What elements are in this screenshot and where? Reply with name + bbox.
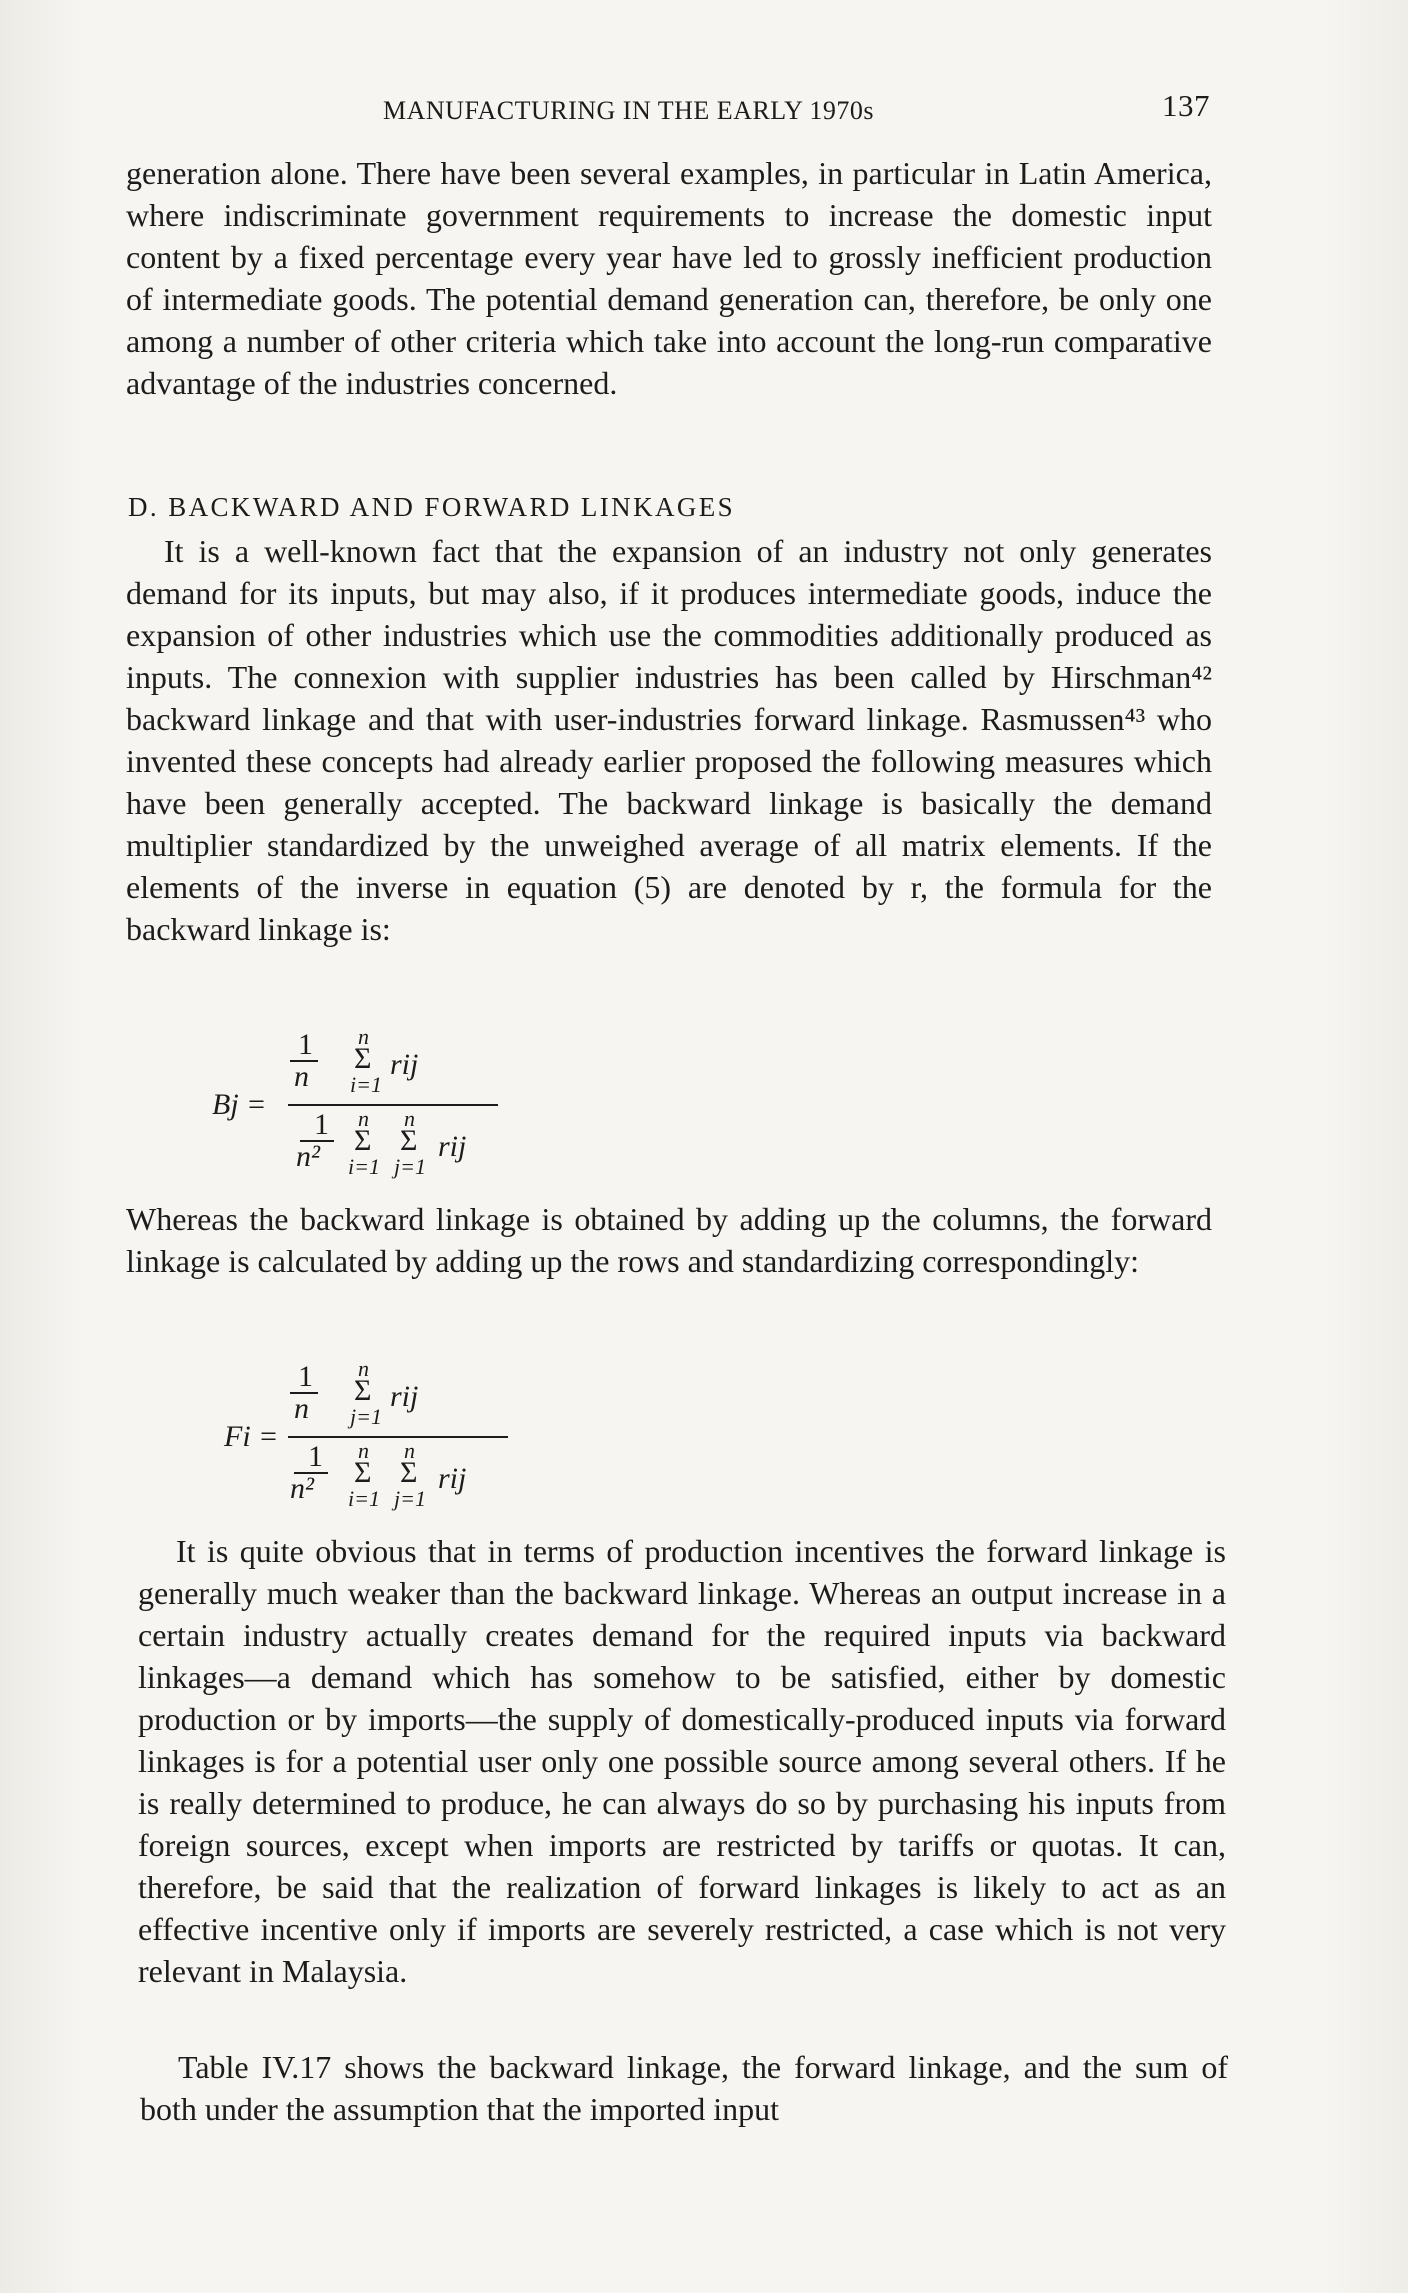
- formula-term: rij: [390, 1380, 419, 1413]
- den-sum-top-1: n: [358, 1438, 369, 1463]
- formula-num-n: n: [294, 1392, 309, 1425]
- den-sum-bottom-2: j=1: [394, 1154, 426, 1179]
- formula-forward-linkage: [220, 1352, 520, 1511]
- sum-bottom: j=1: [350, 1404, 382, 1429]
- fraction-bar: [290, 1392, 318, 1394]
- den-term: rij: [438, 1462, 467, 1495]
- formula-num-one: 1: [298, 1360, 313, 1393]
- paragraph-1: [126, 152, 1212, 404]
- den-sum-symbol-1: Σ: [354, 1124, 372, 1157]
- fraction-bar: [300, 1140, 334, 1142]
- sum-symbol: Σ: [354, 1042, 372, 1075]
- den-sum-top-2: n: [404, 1106, 415, 1131]
- section-heading: D. BACKWARD AND FORWARD LINKAGES: [128, 492, 736, 522]
- den-n-squared: n²: [290, 1472, 314, 1505]
- sum-symbol: Σ: [354, 1374, 372, 1407]
- formula-term: rij: [390, 1048, 419, 1081]
- main-fraction-bar: [288, 1436, 508, 1438]
- den-sum-bottom-2: j=1: [394, 1486, 426, 1511]
- sum-top: n: [358, 1356, 369, 1381]
- den-one: 1: [308, 1440, 323, 1473]
- formula-backward-linkage: [210, 1020, 510, 1179]
- page-header: [128, 88, 1210, 128]
- sum-bottom: i=1: [350, 1072, 382, 1097]
- den-sum-bottom-1: i=1: [348, 1486, 380, 1511]
- den-sum-symbol-1: Σ: [354, 1456, 372, 1489]
- den-one: 1: [314, 1108, 329, 1141]
- paragraph-text: Whereas the backward linkage is obtained by adding up the columns, the forward linkage is calculated by adding up the rows and standardizing correspondingly:: [126, 1201, 1212, 1279]
- den-sum-symbol-2: Σ: [400, 1456, 418, 1489]
- main-fraction-bar: [288, 1104, 498, 1106]
- running-title: MANUFACTURING IN THE EARLY 1970s: [383, 96, 875, 125]
- formula-num-n: n: [294, 1060, 309, 1093]
- formula-num-one: 1: [298, 1028, 313, 1061]
- paragraph-2: [126, 530, 1212, 950]
- fraction-bar: [290, 1060, 318, 1062]
- sum-top: n: [358, 1024, 369, 1049]
- fraction-bar: [294, 1472, 328, 1474]
- formula-lhs: Fi =: [224, 1420, 279, 1453]
- paragraph-text: It is a well-known fact that the expansion of an industry not only generates demand for its inputs, but may also, if it produces intermediate goods, induce the expansion of other industries which use the commodities additionally produced as inputs. The connexion with supplier industries has been called by Hirschman⁴² backward linkage and that with user-industries forward linkage. Rasmussen⁴³ who invented these concepts had already earlier proposed the following measures which have been generally accepted. The backward linkage is basically the demand multiplier standardized by the unweighed average of all matrix elements. If the elements of the inverse in equation (5) are denoted by r, the formula for the backward linkage is:: [126, 533, 1212, 947]
- paragraph-text: It is quite obvious that in terms of production incentives the forward linkage is generally much weaker than the backward linkage. Whereas an output increase in a certain industry actually creates demand for the required inputs via backward linkages—a demand which has somehow to be satisfied, either by domestic production or by imports—the supply of domestically-produced inputs via forward linkages is for a potential user only one possible source among several others. If he is really determined to produce, he can always do so by purchasing his inputs from foreign sources, except when imports are restricted by tariffs or quotas. It can, therefore, be said that the realization of forward linkages is likely to act as an effective incentive only if imports are severely restricted, a case which is not very relevant in Malaysia.: [138, 1533, 1226, 1989]
- page-number: 137: [1162, 88, 1210, 123]
- den-sum-top-2: n: [404, 1438, 415, 1463]
- paragraph-4: [138, 1530, 1226, 1992]
- den-term: rij: [438, 1130, 467, 1163]
- den-sum-top-1: n: [358, 1106, 369, 1131]
- den-n-squared: n²: [296, 1140, 320, 1173]
- paragraph-text: generation alone. There have been several examples, in particular in Latin America, where indiscriminate government requirements to increase the domestic input content by a fixed percentage every year have led to grossly inefficient production of intermediate goods. The potential demand generation can, therefore, be only one among a number of other criteria which take into account the long-run comparative advantage of the industries concerned.: [126, 155, 1212, 401]
- paragraph-3: [126, 1198, 1212, 1282]
- paragraph-text: Table IV.17 shows the backward linkage, the forward linkage, and the sum of both under the assumption that the imported input: [140, 2049, 1228, 2127]
- formula-lhs: Bj =: [212, 1088, 267, 1121]
- den-sum-bottom-1: i=1: [348, 1154, 380, 1179]
- paragraph-5: [140, 2046, 1228, 2130]
- den-sum-symbol-2: Σ: [400, 1124, 418, 1157]
